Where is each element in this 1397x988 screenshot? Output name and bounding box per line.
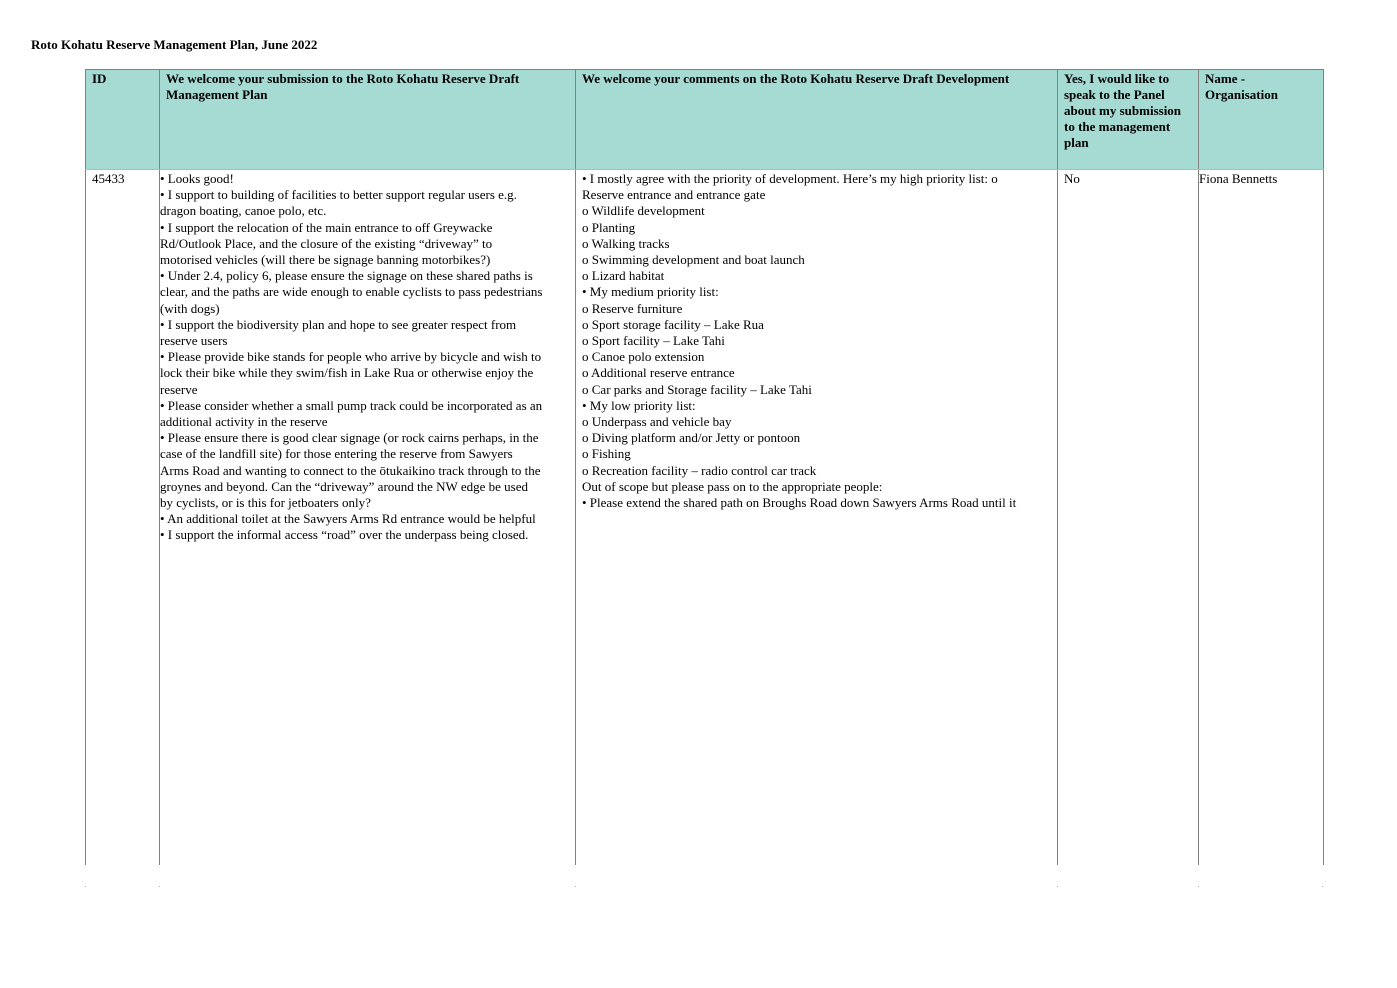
- development-line: o Diving platform and/or Jetty or pontoon: [582, 430, 801, 446]
- management-plan-line: • I support the relocation of the main entrance to off Greywacke: [160, 219, 493, 235]
- development-line: o Lizard habitat: [582, 268, 665, 284]
- header-speak: Yes, I would like to speak to the Panel about my submission to the management plan: [1058, 70, 1199, 170]
- footer-mark: [85, 886, 86, 887]
- management-plan-line: • I support to building of facilities to better support regular users e.g.: [160, 187, 517, 203]
- cell-development-comments: [576, 170, 1058, 866]
- development-line: • Please extend the shared path on Broughs Road down Sawyers Arms Road until it: [582, 495, 1017, 511]
- cell-speak: No: [1058, 170, 1199, 866]
- development-line: • I mostly agree with the priority of development. Here’s my high priority list: o: [582, 171, 998, 186]
- management-plan-line: Rd/Outlook Place, and the closure of the existing “driveway” to: [160, 235, 493, 251]
- header-id: ID: [86, 70, 160, 170]
- management-plan-line: (with dogs): [160, 300, 220, 316]
- management-plan-line: • Please consider whether a small pump track could be incorporated as an: [160, 397, 543, 413]
- management-plan-line: reserve: [160, 381, 198, 397]
- footer-mark: [159, 886, 160, 887]
- header-development: We welcome your comments on the Roto Kohatu Reserve Draft Development: [576, 70, 1058, 170]
- header-management-plan: We welcome your submission to the Roto Kohatu Reserve Draft Management Plan: [160, 70, 576, 170]
- footer-mark: [1057, 886, 1058, 887]
- submissions-table: [85, 69, 1324, 865]
- development-line: o Walking tracks: [582, 235, 670, 251]
- management-plan-line: Arms Road and wanting to connect to the ōtukaikino track through to the: [160, 462, 541, 478]
- footer-mark: [1322, 886, 1323, 887]
- management-plan-line: • Looks good!: [160, 171, 234, 186]
- management-plan-line: dragon boating, canoe polo, etc.: [160, 203, 327, 219]
- management-plan-line: by cyclists, or is this for jetboaters only?: [160, 495, 371, 511]
- development-line: o Car parks and Storage facility – Lake Tahi: [582, 381, 812, 397]
- development-line: o Reserve furniture: [582, 300, 683, 316]
- management-plan-line: clear, and the paths are wide enough to enable cyclists to pass pedestrians: [160, 284, 543, 300]
- development-line: Reserve entrance and entrance gate: [582, 187, 766, 203]
- header-name-organisation: Name - Organisation: [1199, 70, 1324, 170]
- development-line: o Additional reserve entrance: [582, 365, 735, 381]
- development-line: o Canoe polo extension: [582, 349, 705, 365]
- development-line: o Wildlife development: [582, 203, 705, 219]
- development-line: o Sport storage facility – Lake Rua: [582, 316, 764, 332]
- management-plan-line: • Please ensure there is good clear signage (or rock cairns perhaps, in the: [160, 430, 539, 446]
- development-line: o Recreation facility – radio control car track: [582, 462, 817, 478]
- footer-mark: [1198, 886, 1199, 887]
- cell-name-organisation: Fiona Bennetts: [1199, 170, 1324, 866]
- management-plan-line: lock their bike while they swim/fish in Lake Rua or otherwise enjoy the: [160, 365, 534, 381]
- table-header-row: [86, 70, 1324, 170]
- development-line: o Planting: [582, 219, 636, 235]
- table-row: [86, 170, 1324, 866]
- management-plan-line: reserve users: [160, 333, 228, 349]
- development-line: • My low priority list:: [582, 397, 696, 413]
- management-plan-line: groynes and beyond. Can the “driveway” around the NW edge be used: [160, 478, 528, 494]
- cell-management-plan-submission: [160, 170, 576, 866]
- management-plan-line: • I support the biodiversity plan and hope to see greater respect from: [160, 316, 517, 332]
- management-plan-line: additional activity in the reserve: [160, 414, 328, 430]
- management-plan-line: motorised vehicles (will there be signage banning motorbikes?): [160, 252, 491, 268]
- development-line: o Fishing: [582, 446, 631, 462]
- development-line: o Underpass and vehicle bay: [582, 414, 732, 430]
- document-title: Roto Kohatu Reserve Management Plan, June 2022: [31, 37, 318, 52]
- development-line: o Swimming development and boat launch: [582, 252, 805, 268]
- footer-mark: [575, 886, 576, 887]
- development-line: Out of scope but please pass on to the appropriate people:: [582, 478, 883, 494]
- management-plan-line: • I support the informal access “road” over the underpass being closed.: [160, 527, 529, 543]
- development-line: • My medium priority list:: [582, 284, 719, 300]
- management-plan-line: • An additional toilet at the Sawyers Arms Rd entrance would be helpful: [160, 511, 536, 527]
- management-plan-line: • Please provide bike stands for people who arrive by bicycle and wish to: [160, 349, 542, 365]
- management-plan-line: • Under 2.4, policy 6, please ensure the signage on these shared paths is: [160, 268, 533, 284]
- development-line: o Sport facility – Lake Tahi: [582, 333, 725, 349]
- cell-id: 45433: [86, 170, 160, 866]
- management-plan-line: case of the landfill site) for those entering the reserve from Sawyers: [160, 446, 513, 462]
